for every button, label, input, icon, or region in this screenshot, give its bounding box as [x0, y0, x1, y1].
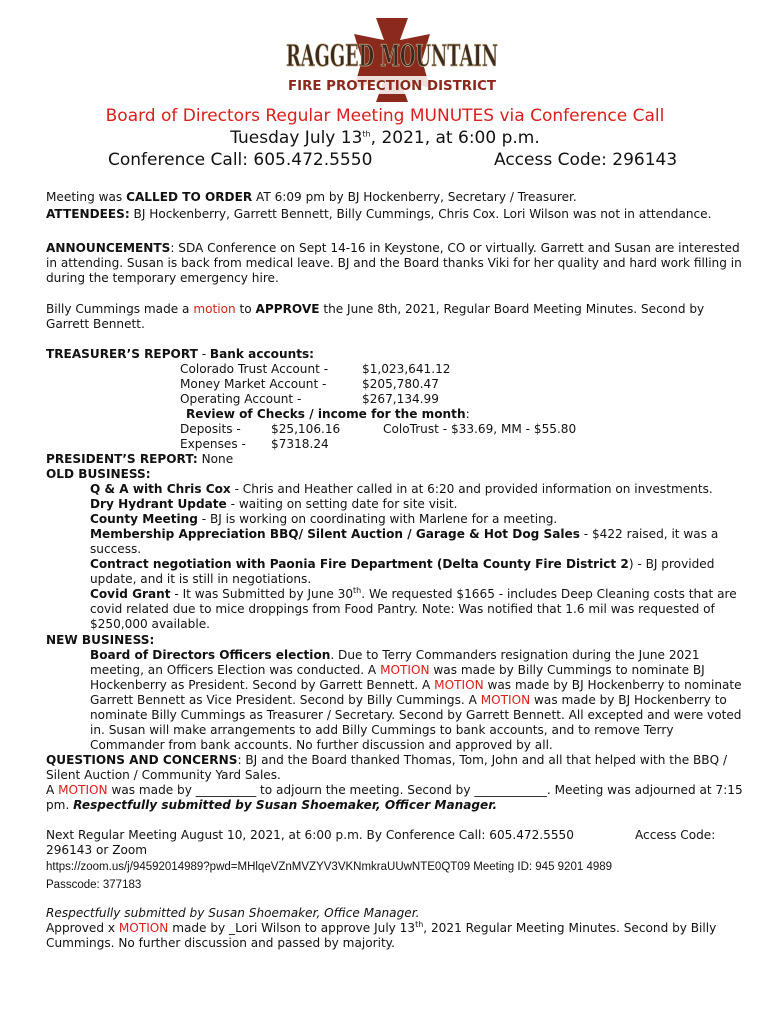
account-value: $267,134.99	[362, 392, 439, 406]
next-meeting-access: Access Code:	[635, 828, 716, 842]
president-report: PRESIDENT’S REPORT: None	[46, 452, 234, 466]
expenses-label: Expenses -	[180, 437, 246, 451]
list-item: Membership Appreciation BBQ/ Silent Auction / Garage & Hot Dog Sales - $422 raised, it was a success.	[90, 527, 719, 556]
announcements: ANNOUNCEMENTS: SDA Conference on Sept 14-16 in Keystone, CO or virtually. Garrett and Susan are interested in attending. Susan is back from medical leave. BJ and the Board thanks Viki for her quality and hard work filling in during the temporary emergency hire.	[46, 241, 742, 285]
next-meeting-code: 296143 or Zoom	[46, 843, 148, 857]
new-business-heading: NEW BUSINESS:	[46, 633, 155, 647]
questions-concerns: QUESTIONS AND CONCERNS: BJ and the Board thanked Thomas, Tom, John and all that helped with the BBQ / Silent Auction / Community Yard Sales.	[46, 753, 728, 782]
submitted-by: Respectfully submitted by Susan Shoemaker, Office Manager.	[46, 906, 420, 920]
approval-note: Approved x MOTION made by _Lori Wilson to approve July 13th, 2021 Regular Meeting Minutes. Second by Billy Cummings. No further discussion and passed by majority.	[46, 919, 717, 950]
list-item: Contract negotiation with Paonia Fire Department (Delta County Fire District 2) - BJ provided update, and it is still in negotiations.	[90, 557, 715, 586]
approve-minutes: Billy Cummings made a motion to APPROVE the June 8th, 2021, Regular Board Meeting Minutes. Second by Garrett Bennett.	[46, 302, 705, 331]
list-item: Q & A with Chris Cox - Chris and Heather called in at 6:20 and provided information on investments.	[90, 482, 713, 496]
attendees: ATTENDEES: BJ Hockenberry, Garrett Bennett, Billy Cummings, Chris Cox. Lori Wilson was not in attendance.	[46, 207, 712, 221]
access-code: Access Code: 296143	[494, 150, 678, 170]
account-value: $1,023,641.12	[362, 362, 451, 376]
zoom-passcode: Passcode: 377183	[46, 879, 142, 891]
list-item: Dry Hydrant Update - waiting on setting date for site visit.	[90, 497, 458, 511]
conference-call-number: Conference Call: 605.472.5550	[108, 150, 373, 170]
list-item: County Meeting - BJ is working on coordinating with Marlene for a meeting.	[90, 512, 558, 526]
meeting-title: Board of Directors Regular Meeting MUNUTES via Conference Call	[105, 106, 665, 126]
treasurer-report-heading: TREASURER’S REPORT - Bank accounts:	[46, 347, 315, 361]
next-meeting: Next Regular Meeting August 10, 2021, at 6:00 p.m. By Conference Call: 605.472.5550	[46, 828, 574, 842]
old-business-heading: OLD BUSINESS:	[46, 467, 151, 481]
review-heading: Review of Checks / income for the month:	[186, 407, 470, 421]
account-name: Colorado Trust Account -	[180, 362, 329, 376]
account-name: Operating Account -	[180, 392, 302, 406]
logo-subtitle: FIRE PROTECTION DISTRICT	[288, 79, 497, 94]
list-item: Covid Grant - It was Submitted by June 30th. We requested $1665 - includes Deep Cleaning costs that are covid related due to mice droppings from Food Pantry. Note: Was notified that 1.6 mil was requested of $250,000 available.	[90, 585, 737, 631]
expenses-value: $7318.24	[271, 437, 329, 451]
account-value: $205,780.47	[362, 377, 439, 391]
called-to-order: Meeting was CALLED TO ORDER AT 6:09 pm by BJ Hockenberry, Secretary / Treasurer.	[46, 190, 577, 204]
deposits-value: $25,106.16	[271, 422, 341, 436]
colotrust-income: ColoTrust - $33.69, MM - $55.80	[383, 422, 577, 436]
account-name: Money Market Account -	[180, 377, 327, 391]
deposits-label: Deposits -	[180, 422, 241, 436]
meeting-date: Tuesday July 13th, 2021, at 6:00 p.m.	[230, 128, 540, 148]
officers-election: Board of Directors Officers election. Due to Terry Commanders resignation during the June 2021 meeting, an Officers Election was conducted. A MOTION was made by Billy Cummings to nominate BJ Hockenberry as President. Second by Garrett Bennett. A MOTION was made by BJ Hockenberry to nominate Garrett Bennett as Vice President. Second by Billy Cummings. A MOTION was made by BJ Hockenberry to nominate Billy Cummings as Treasurer / Secretary. Second by Garrett Bennett. All excepted and were voted in. Susan will make arrangements to add Billy Cummings to bank accounts, and to remove Terry Commander from bank accounts. No further discussion and approved by all.	[90, 648, 742, 752]
adjournment: A MOTION was made by __________ to adjourn the meeting. Second by ____________. Meeting was adjourned at 7:15 pm. Respectfully submitted by Susan Shoemaker, Officer Manager.	[46, 783, 743, 812]
district-logo	[280, 14, 504, 102]
zoom-link[interactable]: https://zoom.us/j/94592014989?pwd=MHlqeVZnMVZYV3VKNmkraUUwNTE0QT09 Meeting ID: 945 9201 4989	[46, 861, 613, 873]
logo-title: RAGGED MOUNTAIN	[286, 39, 498, 74]
old-business-list	[90, 482, 750, 632]
